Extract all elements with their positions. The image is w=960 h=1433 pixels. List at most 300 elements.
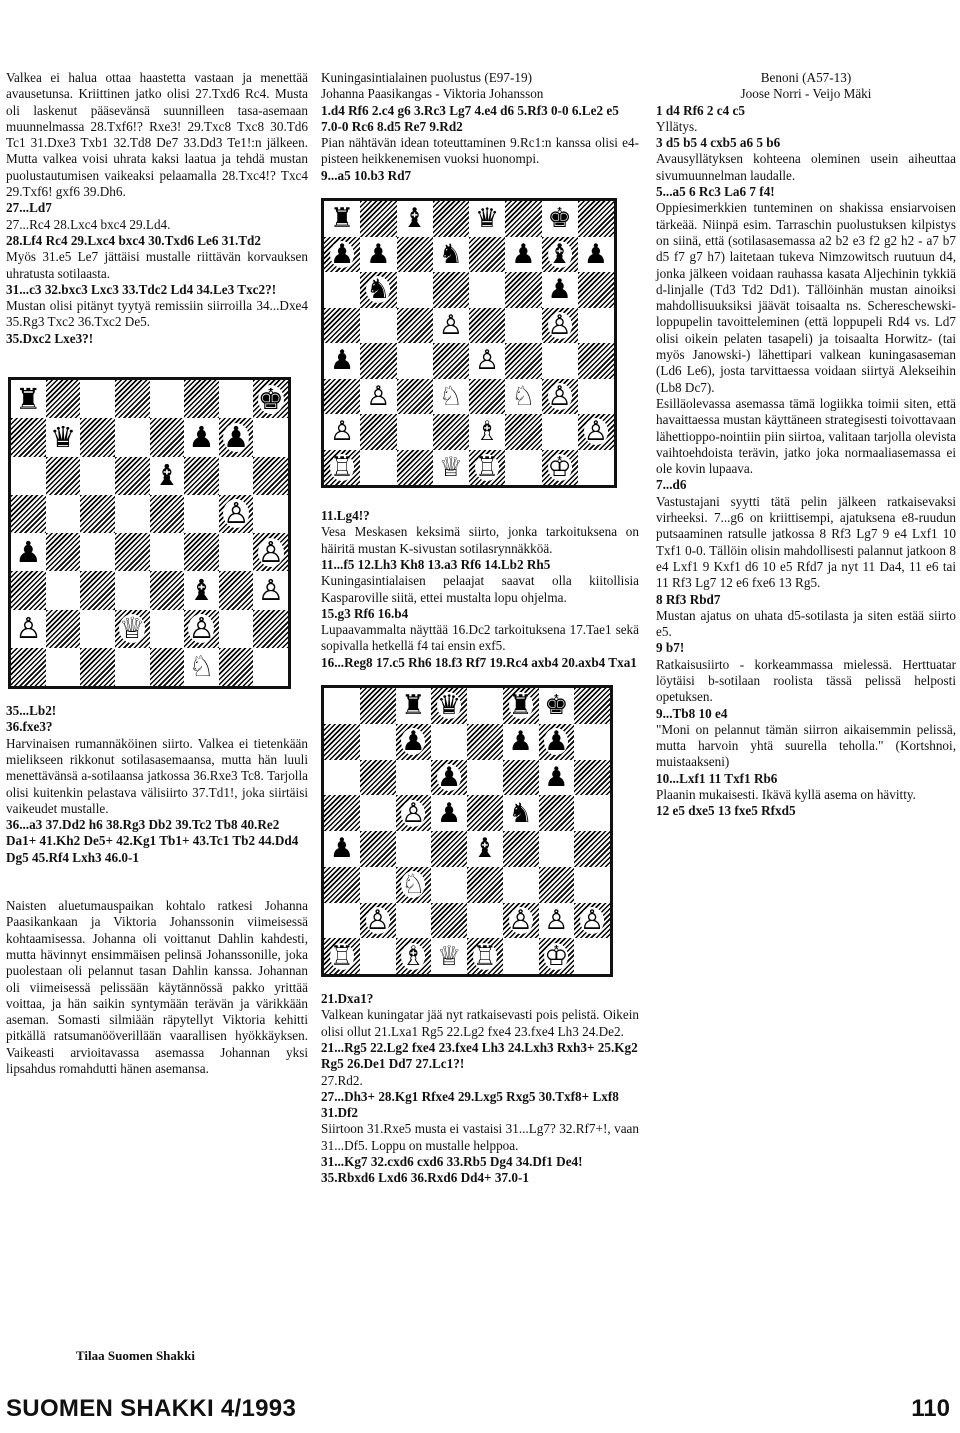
white-knight-icon: ♘ [511, 380, 536, 412]
board-square [46, 610, 81, 648]
black-queen-icon: ♛ [437, 690, 462, 722]
black-pawn-icon: ♟ [15, 534, 42, 569]
board-square [46, 418, 81, 456]
board-square [503, 867, 539, 903]
board-square [360, 237, 396, 273]
game-players: Johanna Paasikangas - Viktoria Johansson [321, 86, 544, 102]
board-square [397, 379, 433, 415]
moves: 35.Dxc2 Lxe3?! [6, 330, 94, 346]
board-square [469, 308, 505, 344]
white-knight-icon: ♘ [438, 380, 463, 412]
board-square [115, 533, 150, 571]
paragraph: Kuningasintialaisen pelaajat saavat olla kiitollisia Kasparoville siitä, ettei mustalta lopu ohjelma. [321, 573, 639, 605]
board-square [467, 903, 503, 939]
board-square [80, 380, 115, 418]
board-square [324, 903, 360, 939]
board-square [578, 450, 614, 486]
board-square [115, 380, 150, 418]
board-square [150, 571, 185, 609]
board-square [433, 450, 469, 486]
board-square [150, 418, 185, 456]
white-pawn-icon: ♙ [15, 611, 42, 646]
board-square [469, 379, 505, 415]
white-bishop-icon: ♗ [475, 416, 500, 448]
board-square [542, 272, 578, 308]
black-knight-icon: ♞ [508, 797, 533, 829]
board-square [574, 831, 610, 867]
board-square [11, 418, 46, 456]
board-square [253, 648, 288, 686]
board-square [11, 495, 46, 533]
board-square [360, 795, 396, 831]
board-square [46, 495, 81, 533]
black-knight-icon: ♞ [366, 274, 391, 306]
board-square [80, 648, 115, 686]
board-square [253, 571, 288, 609]
board-square [184, 571, 219, 609]
paragraph: Avausyllätyksen kohteena oleminen usein aiheuttaa sivumuunnelman laudalle. [656, 151, 956, 183]
black-pawn-icon: ♟ [511, 238, 536, 270]
black-pawn-icon: ♟ [544, 761, 569, 793]
moves: 9 b7! [656, 640, 685, 656]
black-pawn-icon: ♟ [329, 833, 354, 865]
board-square [574, 867, 610, 903]
board-square [80, 533, 115, 571]
board-square [184, 457, 219, 495]
board-square [80, 571, 115, 609]
moves: 11...f5 12.Lh3 Kh8 13.a3 Rf6 14.Lb2 Rh5 [321, 556, 551, 572]
board-square [431, 903, 467, 939]
paragraph: 27.Rd2. [321, 1072, 363, 1088]
board-square [397, 450, 433, 486]
board-square [433, 201, 469, 237]
moves: 16...Reg8 17.c5 Rh6 18.f3 Rf7 19.Rc4 axb4 20.axb4 Txa1 [321, 654, 637, 670]
board-square [505, 308, 541, 344]
paragraph: Oppiesimerkkien tunteminen on shakissa ensiarvoisen tärkeää. Niinpä esim. Tarraschin puolustuksen kilpistys on siinä, että (sotilasasemassa a2 b2 e3 f2 g2 h2 - a7 b7 d5 f7 g7 h7) laitetaan tukeva Nimzowitsch ruutuun d4, jonka jälkeen voidaan rauhassa kasata Aljechinin tykkiä d-linjalle (Td3 Td2 Dd1). Tällöinhän mustan ainoiksi mahdollisuuksiksi jäävät toisaalta ns. Schereschewski-loppupelin tavoitteleminen (että loppupeli Rd4 vs. Ld7 olisi oikein pelaten tasapeli) ja toisaalta Horwitz- (tai myös Janowski-) lähettipari valkean kuningasaseman (Ld6 Le6), josta tarvittaessa voidaan siirtyä Alekseihin (Lb8 Dc7). [656, 200, 956, 395]
board-square [324, 308, 360, 344]
chess-diagram-3 [321, 685, 613, 977]
board-square [184, 610, 219, 648]
black-pawn-icon: ♟ [547, 274, 572, 306]
black-king-icon: ♚ [257, 381, 284, 416]
black-pawn-icon: ♟ [401, 726, 426, 758]
paragraph: Pian nähtävän idean toteuttaminen 9.Rc1:n kanssa olisi e4-pisteen heikkenemisen vuoksi huonompi. [321, 135, 639, 167]
white-pawn-icon: ♙ [547, 380, 572, 412]
board-square [115, 418, 150, 456]
board-square [324, 237, 360, 273]
white-knight-icon: ♘ [188, 649, 215, 684]
board-square [397, 237, 433, 273]
board-square [115, 610, 150, 648]
moves: 1 d4 Rf6 2 c4 c5 [656, 102, 746, 118]
board-square [219, 380, 254, 418]
board-square [150, 380, 185, 418]
board-square [360, 414, 396, 450]
black-pawn-icon: ♟ [188, 419, 215, 454]
black-pawn-icon: ♟ [437, 761, 462, 793]
board-square [578, 237, 614, 273]
white-pawn-icon: ♙ [366, 380, 391, 412]
board-square [324, 272, 360, 308]
board-square [539, 760, 575, 796]
board-square [433, 343, 469, 379]
board-square [324, 938, 360, 974]
black-rook-icon: ♜ [330, 203, 355, 235]
white-pawn-icon: ♙ [257, 534, 284, 569]
board-square [115, 457, 150, 495]
black-pawn-icon: ♟ [330, 238, 355, 270]
board-square [360, 867, 396, 903]
board-square [80, 418, 115, 456]
white-pawn-icon: ♙ [547, 309, 572, 341]
board-square [253, 418, 288, 456]
board-square [324, 795, 360, 831]
board-square [467, 724, 503, 760]
board-square [469, 450, 505, 486]
game-heading: Kuningasintialainen puolustus (E97-19) [321, 70, 532, 85]
paragraph: Esilläolevassa asemassa tämä logiikka toimii siten, että havaittaessa mustan käyttäneen strategisesti toivottavaan lähettioppo-nointiin piin siirtoa, valitaan tarjolla olevista vaihtoehdoista terävin, jatko joka normaaliasemassa ei ole kovin lupaava. [656, 395, 956, 477]
board-square [46, 533, 81, 571]
board-square [503, 760, 539, 796]
white-pawn-icon: ♙ [401, 797, 426, 829]
board-square [360, 903, 396, 939]
board-square [574, 903, 610, 939]
board-square [574, 795, 610, 831]
moves: 27...Ld7 [6, 200, 52, 216]
board-square [324, 867, 360, 903]
game-heading: Benoni (A57-13) [760, 70, 852, 85]
board-square [542, 379, 578, 415]
board-square [360, 724, 396, 760]
board-square [360, 343, 396, 379]
board-square [360, 688, 396, 724]
board-square [505, 237, 541, 273]
board-square [574, 938, 610, 974]
board-square [80, 457, 115, 495]
board-square [469, 237, 505, 273]
board-square [467, 688, 503, 724]
board-square [503, 938, 539, 974]
black-king-icon: ♚ [547, 203, 572, 235]
board-square [253, 495, 288, 533]
paragraph: Vesa Meskasen keksimä siirto, jonka tarkoituksena on häiritä mustan K-sivustan sotilasrynnäkköä. [321, 524, 639, 556]
board-square [396, 831, 432, 867]
chess-diagram-1 [8, 377, 291, 689]
board-square [574, 760, 610, 796]
board-square [539, 938, 575, 974]
board-square [184, 648, 219, 686]
board-square [503, 724, 539, 760]
board-square [467, 867, 503, 903]
board-square [578, 343, 614, 379]
black-bishop-icon: ♝ [472, 833, 497, 865]
board-square [360, 450, 396, 486]
board-square [503, 688, 539, 724]
white-rook-icon: ♖ [330, 451, 355, 483]
moves: 10...Lxf1 11 Txf1 Rb6 [656, 770, 778, 786]
paragraph: Naisten aluetumauspaikan kohtalo ratkesi Johanna Paasikankaan ja Viktoria Johanssonin viimeisessä kohtaamisessa. Johanna oli voittanut Dahlin kahdesti, mutta hävinnyt ensimmäisen pelinsä Johanssonille, joka puolestaan oli pelannut tasan Dahlin kanssa. Johannan oli viimeisessä pelissään käytännössä pakko yrittää voittaa, ja hän saikin syntymään terävän ja värikkään aseman. Somasti silmiään räpytellyt Viktoria kehitti pitkällä ratsumanööverillään vaarallisen hyökkäyksen. Vaikeasti arvioitavassa asemassa Johannan yksi lipsahdus romahdutti hänen asemansa. [6, 898, 308, 1076]
board-square [505, 272, 541, 308]
board-square [574, 688, 610, 724]
board-square [324, 450, 360, 486]
board-square [431, 760, 467, 796]
black-bishop-icon: ♝ [402, 203, 427, 235]
board-square [80, 610, 115, 648]
board-square [431, 831, 467, 867]
board-square [253, 457, 288, 495]
board-square [184, 495, 219, 533]
board-square [539, 903, 575, 939]
board-square [467, 938, 503, 974]
board-square [396, 760, 432, 796]
black-pawn-icon: ♟ [544, 726, 569, 758]
board-square [539, 795, 575, 831]
white-pawn-icon: ♙ [188, 611, 215, 646]
black-pawn-icon: ♟ [583, 238, 608, 270]
moves: 31...c3 32.bxc3 Lxc3 33.Tdc2 Ld4 34.Le3 Txc2?! [6, 281, 277, 297]
board-square [431, 688, 467, 724]
black-rook-icon: ♜ [508, 690, 533, 722]
board-square [184, 418, 219, 456]
black-bishop-icon: ♝ [153, 458, 180, 493]
board-square [360, 831, 396, 867]
board-square [397, 414, 433, 450]
paragraph: Yllätys. [656, 118, 698, 134]
moves: 8 Rf3 Rbd7 [656, 591, 721, 607]
white-pawn-icon: ♙ [223, 496, 250, 531]
board-square [324, 688, 360, 724]
board-square [396, 688, 432, 724]
board-square [150, 495, 185, 533]
paragraph: Siirtoon 31.Rxe5 musta ei vastaisi 31...Lg7? 32.Rf7+!, vaan 31...Df5. Loppu on mustalle helppoa. [321, 1121, 639, 1153]
board-square [11, 380, 46, 418]
black-king-icon: ♚ [544, 690, 569, 722]
board-square [503, 831, 539, 867]
moves: 15.g3 Rf6 16.b4 [321, 605, 409, 621]
black-pawn-icon: ♟ [437, 797, 462, 829]
black-rook-icon: ♜ [401, 690, 426, 722]
board-square [505, 450, 541, 486]
board-square [397, 201, 433, 237]
white-rook-icon: ♖ [475, 451, 500, 483]
moves: 1.d4 Rf6 2.c4 g6 3.Rc3 Lg7 4.e4 d6 5.Rf3 0-0 6.Le2 e5 7.0-0 Rc6 8.d5 Re7 9.Rd2 [321, 102, 619, 134]
paragraph: Ratkaisusiirto - korkeammassa mielessä. Herttuatar löytäisi b-sotilaan roolista tässä pelissä helposti opetuksen. [656, 656, 956, 705]
black-pawn-icon: ♟ [330, 345, 355, 377]
board-square [219, 571, 254, 609]
board-square [539, 724, 575, 760]
moves: 5...a5 6 Rc3 La6 7 f4! [656, 184, 775, 200]
board-square [578, 414, 614, 450]
board-square [115, 648, 150, 686]
board-square [397, 308, 433, 344]
paragraph: Plaanin mukaisesti. Ikävä kyllä asema on hävitty. [656, 787, 916, 803]
white-pawn-icon: ♙ [580, 904, 605, 936]
moves: 21...Rg5 22.Lg2 fxe4 23.fxe4 Lh3 24.Lxh3 Rxh3+ 25.Kg2 Rg5 26.De1 Dd7 27.Lc1?! [321, 1039, 638, 1072]
board-square [324, 760, 360, 796]
white-king-icon: ♔ [544, 940, 569, 972]
black-queen-icon: ♛ [475, 203, 500, 235]
moves: 9...Tb8 10 e4 [656, 705, 728, 721]
moves: 27...Dh3+ 28.Kg1 Rfxe4 29.Lxg5 Rxg5 30.Txf8+ Lxf8 31.Df2 [321, 1088, 619, 1121]
paragraph: Harvinaisen rumannäköinen siirto. Valkea ei tietenkään mielikseen rikkonut sotilasasemaansa, mutta hän luuli menettävänsä a-sotilaansa jatkossa 36.Rxe3 Tc8. Tarjolla olisi kuitenkin pelastava välisiirto 37.Td1!, joka siirtäisi vaikeudet mustalle. [6, 735, 308, 816]
board-square [397, 343, 433, 379]
black-bishop-icon: ♝ [188, 572, 215, 607]
board-square [433, 379, 469, 415]
black-bishop-icon: ♝ [547, 238, 572, 270]
board-square [150, 610, 185, 648]
board-square [11, 533, 46, 571]
column-3 [656, 70, 956, 820]
board-square [46, 571, 81, 609]
board-square [431, 867, 467, 903]
white-pawn-icon: ♙ [330, 416, 355, 448]
page-number: 110 [911, 1395, 950, 1422]
paragraph: Mustan ajatus on uhata d5-sotilasta ja siten estää siirto e5. [656, 607, 956, 640]
board-square [360, 201, 396, 237]
board-square [46, 380, 81, 418]
paragraph: Myös 31.e5 Le7 jättäisi mustalle riittävän korvauksen uhratusta sotilaasta. [6, 249, 308, 281]
board-square [503, 795, 539, 831]
black-knight-icon: ♞ [438, 238, 463, 270]
board-square [80, 495, 115, 533]
board-square [396, 938, 432, 974]
board-square [219, 457, 254, 495]
board-square [542, 343, 578, 379]
board-square [11, 610, 46, 648]
white-pawn-icon: ♙ [508, 904, 533, 936]
board-square [396, 867, 432, 903]
board-square [469, 414, 505, 450]
board-square [219, 418, 254, 456]
paragraph: Valkean kuningatar jää nyt ratkaisevasti pois pelistä. Oikein olisi ollut 21.Lxa1 Rg5 22.Lg2 fxe4 23.fxe4 Lh3 24.De2. [321, 1007, 639, 1039]
board-square [11, 571, 46, 609]
board-square [11, 457, 46, 495]
white-queen-icon: ♕ [119, 611, 146, 646]
moves: 36...a3 37.Dd2 h6 38.Rg3 Db2 39.Tc2 Tb8 40.Re2 Da1+ 41.Kh2 De5+ 42.Kg1 Tb1+ 43.Tc1 Tb2 44.Dd4 Dg5 45.Rf4 Lxh3 46.0-1 [6, 817, 299, 865]
board-square [431, 795, 467, 831]
board-square [433, 272, 469, 308]
moves: 31...Kg7 32.cxd6 cxd6 33.Rb5 Dg4 34.Df1 De4! 35.Rbxd6 Lxd6 36.Rxd6 Dd4+ 37.0-1 [321, 1154, 583, 1186]
board-square [505, 201, 541, 237]
white-pawn-icon: ♙ [257, 572, 284, 607]
white-pawn-icon: ♙ [544, 904, 569, 936]
board-square [431, 724, 467, 760]
board-square [431, 938, 467, 974]
board-square [324, 343, 360, 379]
board-square [539, 831, 575, 867]
paragraph: Valkea ei halua ottaa haastetta vastaan ja menettää avausetunsa. Kriittinen jatko olisi 27.Txd6 Rc4. Musta oli laskenut pääsevänsä suunnilleen tasa-asemaan muunnelmassa 28.Txf6!? Rxe3! 29.Txc8 Txc8 30.Td6 Tc1 31.Dxe3 Txb1 32.Td8 De7 33.Dd3 Te1!:n jälkeen. Mutta valkea voisi uhrata kaksi laatua ja tehdä mustan puolustautumisen vaikeaksi pelaamalla 28.Txc4!? Txc4 29.Txf6! gxf6 39.Dh6. [6, 70, 308, 200]
moves: 9...a5 10.b3 Rd7 [321, 167, 412, 183]
board-square [542, 308, 578, 344]
moves: 36.fxe3? [6, 719, 53, 735]
board-square [503, 903, 539, 939]
board-square [324, 831, 360, 867]
white-rook-icon: ♖ [472, 940, 497, 972]
board-square [469, 343, 505, 379]
paragraph: Lupaavammalta näyttää 16.Dc2 tarkoituksena 17.Tae1 sekä sopivalla hetkellä f4 tai ensin exf5. [321, 622, 639, 654]
board-square [184, 380, 219, 418]
board-square [396, 724, 432, 760]
white-queen-icon: ♕ [437, 940, 462, 972]
board-square [578, 272, 614, 308]
board-square [539, 688, 575, 724]
board-square [578, 201, 614, 237]
moves: 7...d6 [656, 477, 687, 493]
board-square [150, 648, 185, 686]
board-square [433, 414, 469, 450]
black-queen-icon: ♛ [49, 419, 76, 454]
paragraph: Vastustajani syytti tätä pelin jälkeen ratkaisevaksi virheeksi. 7...g6 on kriittisempi, ajatuksena e8-ruudun putsaaminen ratsulle jatkossa 8 Rf3 Lg7 9 e4 Lxf1 10 Txf1 0-0. Tällöin olisin mahdollisesti palannut jatkoon 8 e4 Lxf1 9 Kxf1 d6 10 e5 Rfd7 ja nyt 11 Da4, 11 e6 tai 11 Rf3 Lg7 12 e6 fxe6 13 Rg5. [656, 493, 956, 591]
board-square [542, 414, 578, 450]
source-line: Tilaa Suomen Shakki [76, 1348, 195, 1363]
white-queen-icon: ♕ [438, 451, 463, 483]
moves: 28.Lf4 Rc4 29.Lxc4 bxc4 30.Txd6 Le6 31.Td2 [6, 232, 261, 248]
moves: 12 e5 dxe5 13 fxe5 Rfxd5 [656, 803, 796, 819]
board-square [115, 495, 150, 533]
board-square [360, 308, 396, 344]
chess-diagram-2 [321, 198, 617, 488]
board-square [469, 201, 505, 237]
board-square [46, 457, 81, 495]
board-square [360, 938, 396, 974]
black-rook-icon: ♜ [15, 381, 42, 416]
game-players: Joose Norri - Veijo Mäki [740, 86, 872, 102]
white-pawn-icon: ♙ [365, 904, 390, 936]
board-square [542, 450, 578, 486]
board-square [11, 648, 46, 686]
board-square [219, 495, 254, 533]
board-square [184, 533, 219, 571]
board-square [574, 724, 610, 760]
board-square [396, 903, 432, 939]
white-bishop-icon: ♗ [401, 940, 426, 972]
board-square [219, 533, 254, 571]
paragraph: Mustan olisi pitänyt tyytyä remissiin siirroilla 34...Dxe4 35.Rg3 Txc2 36.Txc2 De5. [6, 298, 308, 330]
moves: 3 d5 b5 4 cxb5 a6 5 b6 [656, 135, 781, 151]
moves: 21.Dxa1? [321, 991, 374, 1007]
white-pawn-icon: ♙ [583, 416, 608, 448]
board-square [360, 760, 396, 796]
board-square [505, 343, 541, 379]
board-square [578, 379, 614, 415]
black-pawn-icon: ♟ [223, 419, 250, 454]
board-square [253, 380, 288, 418]
board-square [542, 201, 578, 237]
board-square [467, 795, 503, 831]
board-square [578, 308, 614, 344]
paragraph: "Moni on pelannut tämän siirron aikaisemmin pelissä, mutta harvoin yhtä suurella teholla." (Kortshnoi, muistaakseni) [656, 721, 956, 770]
board-square [253, 533, 288, 571]
white-pawn-icon: ♙ [475, 345, 500, 377]
board-square [360, 272, 396, 308]
board-square [396, 795, 432, 831]
board-square [433, 237, 469, 273]
board-square [360, 379, 396, 415]
board-square [467, 760, 503, 796]
board-square [219, 648, 254, 686]
white-king-icon: ♔ [547, 451, 572, 483]
black-pawn-icon: ♟ [366, 238, 391, 270]
board-square [433, 308, 469, 344]
board-square [542, 237, 578, 273]
board-square [469, 272, 505, 308]
magazine-title: SUOMEN SHAKKI 4/1993 [6, 1395, 297, 1422]
board-square [150, 533, 185, 571]
column-1 [6, 70, 308, 1077]
paragraph: 27...Rc4 28.Lxc4 bxc4 29.Ld4. [6, 216, 171, 232]
moves: 35...Lb2! [6, 703, 57, 719]
board-square [505, 379, 541, 415]
